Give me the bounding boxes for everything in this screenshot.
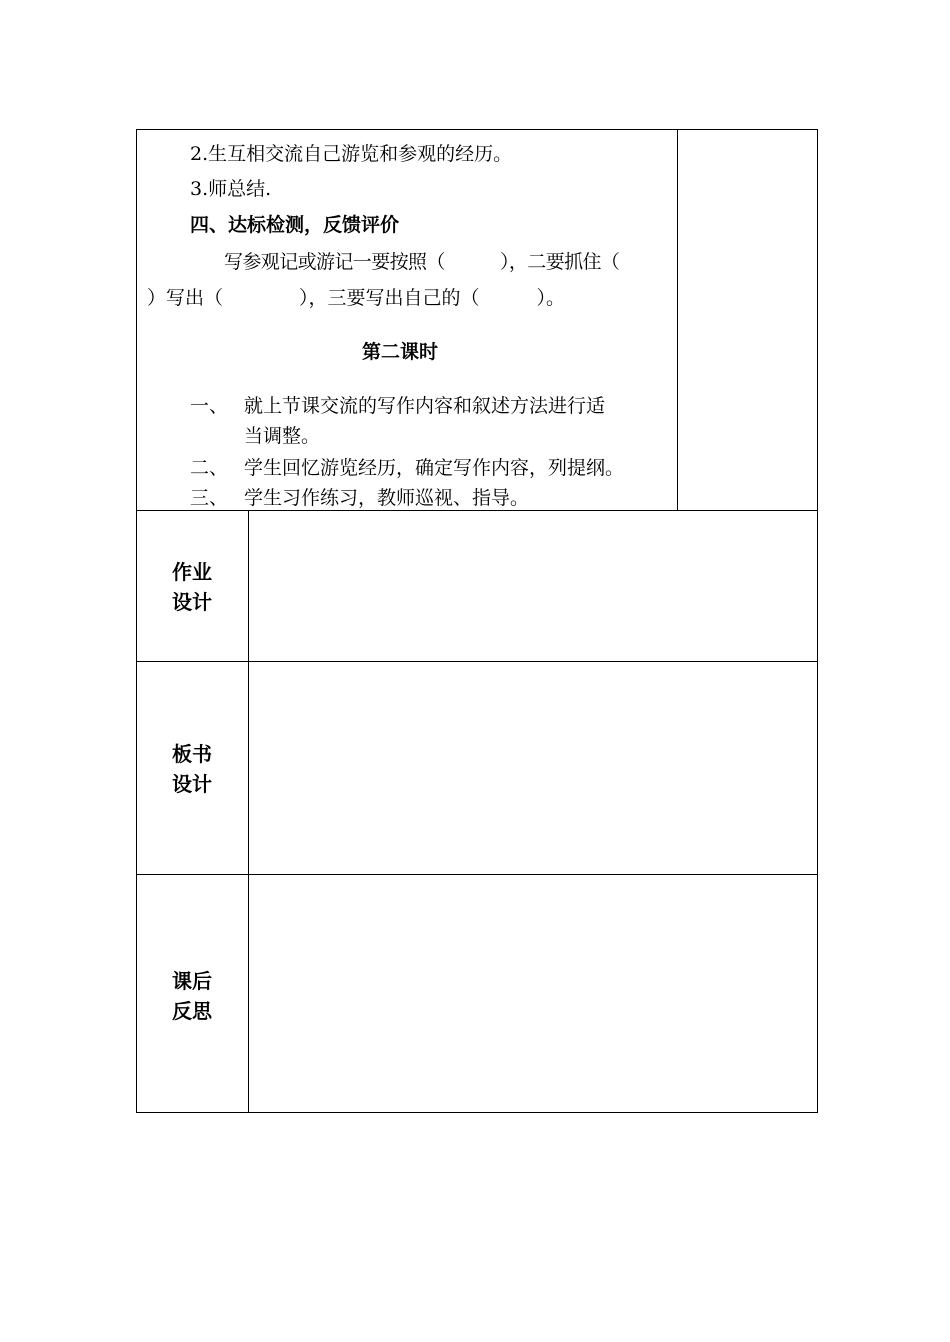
homework-label-line-1: 作业 [172, 560, 212, 584]
reflection-label-line-1: 课后 [172, 969, 212, 993]
item-2-number: 二、 [190, 457, 229, 479]
item-3-number: 三、 [190, 487, 229, 509]
item-1-text-line-2: 当调整。 [244, 425, 321, 447]
lesson-step-2: 2.生互相交流自己游览和参观的经历。 [190, 143, 513, 165]
quiz-line-2: ）写出（ ），三要写出自己的（ ）。 [147, 287, 566, 309]
homework-label [152, 557, 232, 617]
section-heading: 四、达标检测，反馈评价 [190, 214, 400, 236]
blackboard-content-cell[interactable] [249, 662, 817, 874]
lesson-step-3: 3.师总结. [190, 178, 272, 200]
item-2-text: 学生回忆游览经历，确定写作内容，列提纲。 [244, 457, 625, 479]
reflection-label-line-2: 反思 [172, 999, 212, 1023]
item-3-text: 学生习作练习，教师巡视、指导。 [244, 487, 530, 509]
item-1-number: 一、 [190, 395, 229, 417]
blackboard-label-line-1: 板书 [172, 742, 212, 766]
blackboard-label-line-2: 设计 [172, 772, 212, 796]
blackboard-label [152, 739, 232, 799]
homework-content-cell[interactable] [249, 511, 817, 661]
quiz-line-1: 写参观记或游记一要按照（ ），二要抓住（ [224, 251, 620, 273]
homework-label-line-2: 设计 [172, 590, 212, 614]
reflection-content-cell[interactable] [249, 875, 817, 1112]
second-period-title: 第二课时 [362, 341, 439, 363]
notes-column-cell[interactable] [678, 130, 817, 510]
item-1-text-line-1: 就上节课交流的写作内容和叙述方法进行适 [244, 395, 606, 417]
reflection-label [152, 966, 232, 1026]
